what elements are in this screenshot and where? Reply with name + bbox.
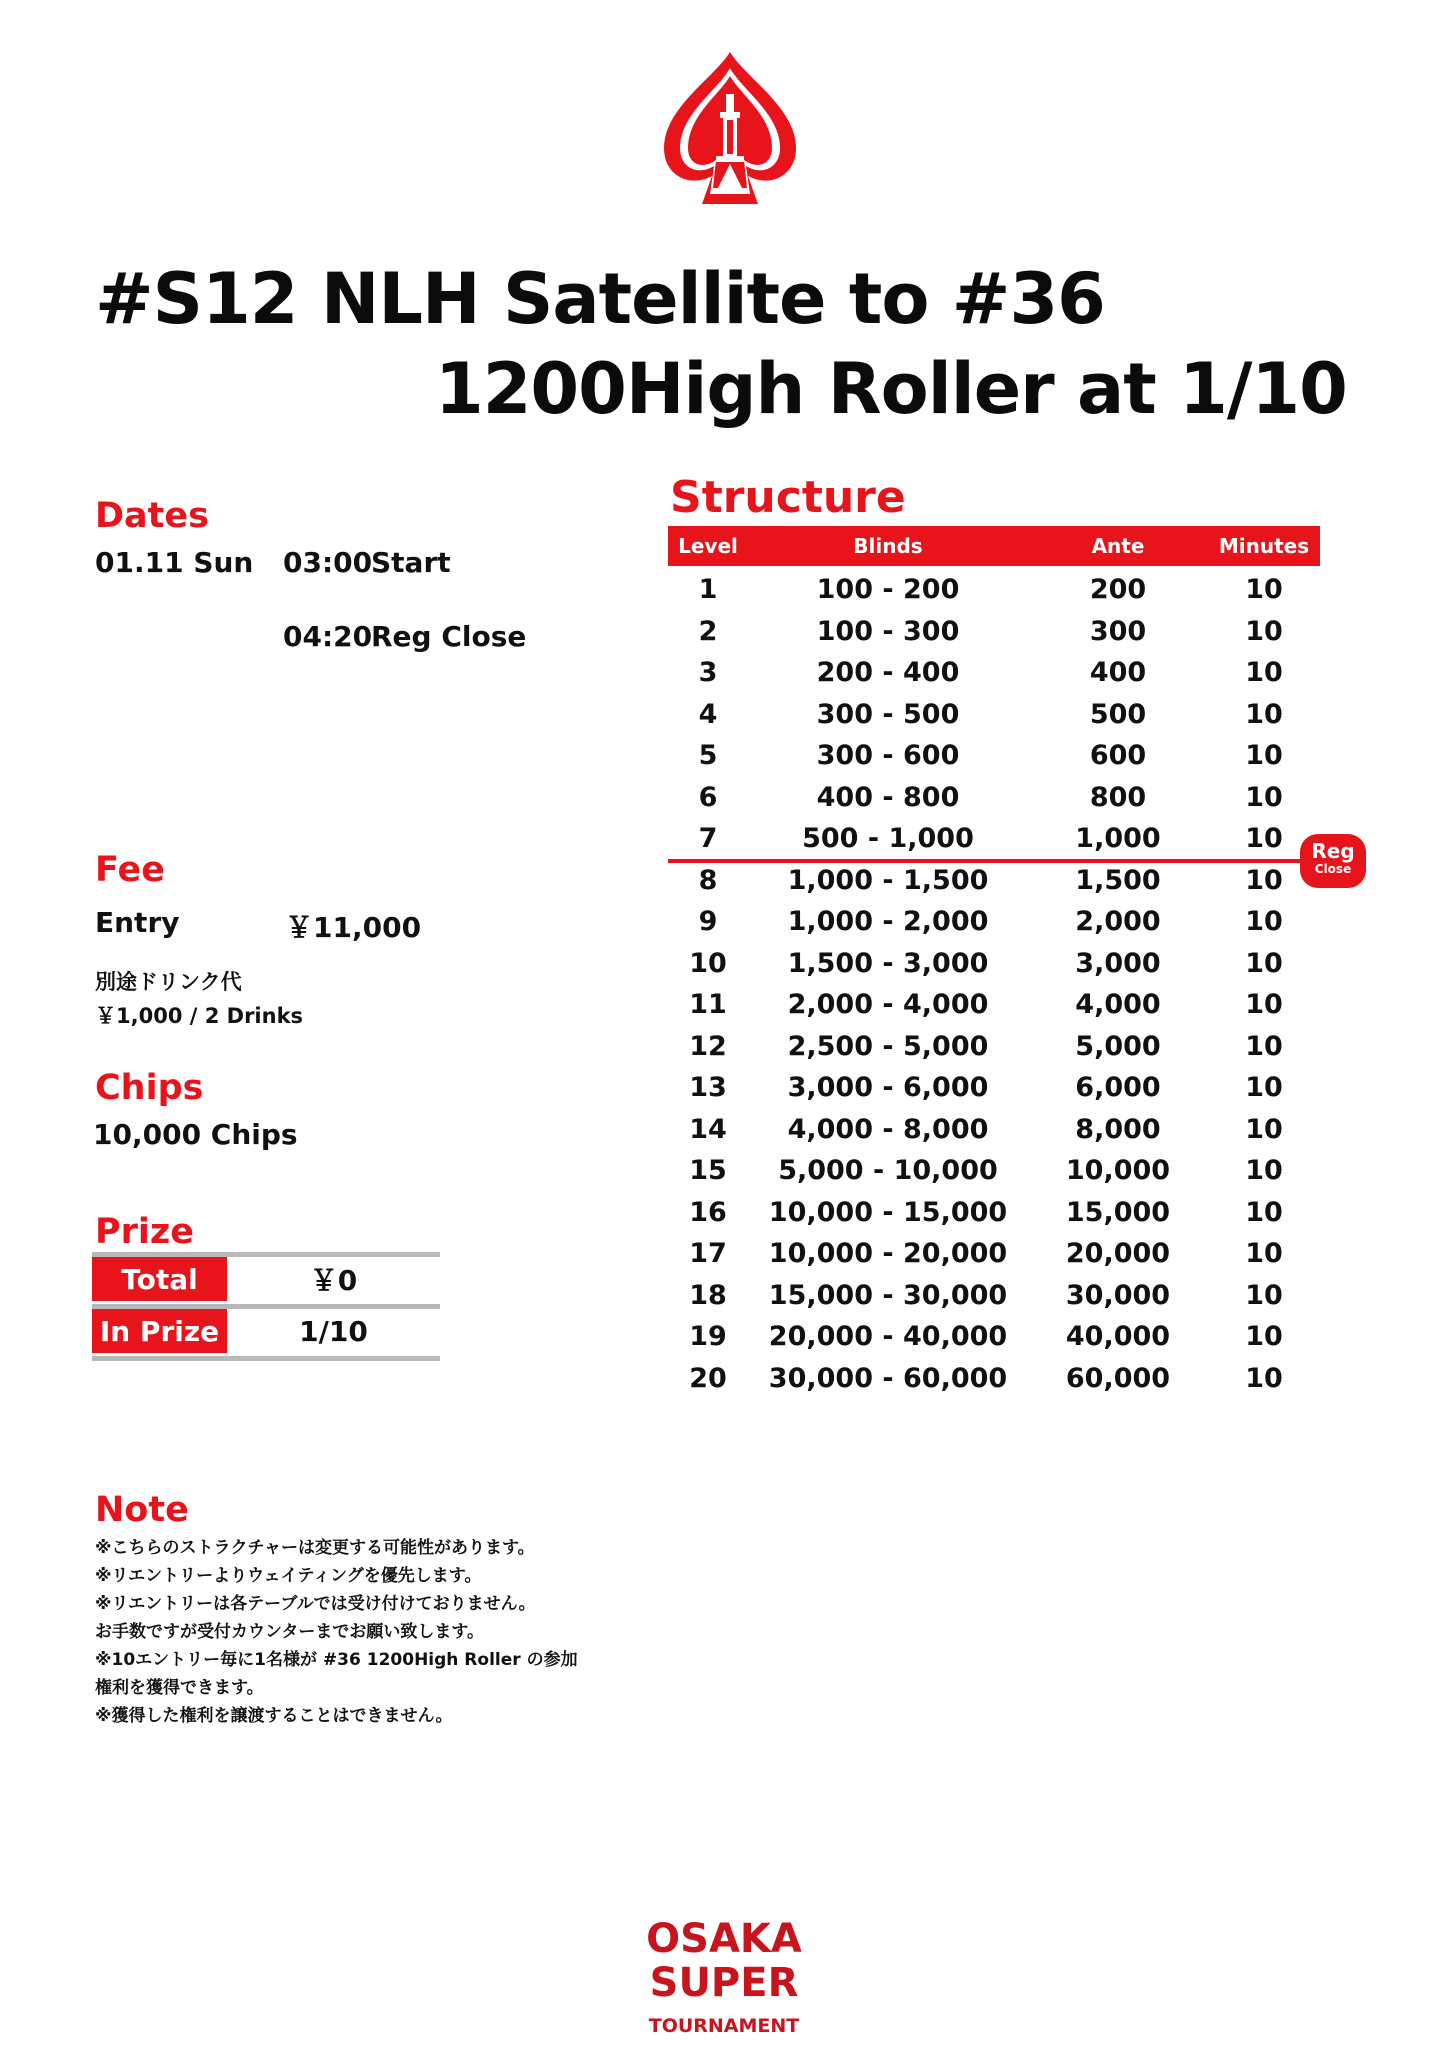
reg-close-badge-line2: Close (1314, 862, 1352, 876)
level-cell: 17 (689, 1238, 727, 1269)
structure-row (668, 902, 1320, 942)
prize-total-label: Total (92, 1257, 227, 1301)
reg-close-badge-line1: Reg (1311, 839, 1355, 863)
level-cell: 15 (689, 1155, 727, 1186)
reg-close-label: Reg Close (371, 620, 527, 653)
note-heading: Note (95, 1490, 189, 1530)
blinds-cell: 1,500 - 3,000 (787, 947, 989, 979)
structure-row (668, 695, 1320, 735)
starting-chips: 10,000 Chips (93, 1118, 298, 1151)
structure-row (668, 1110, 1320, 1150)
drink-fee-value: ￥1,000 / 2 Drinks (95, 1004, 304, 1028)
blinds-cell: 200 - 400 (816, 657, 960, 688)
prize-inprize-value: 1/10 (299, 1314, 368, 1348)
level-cell: 7 (698, 823, 718, 854)
spade-tower-icon (656, 48, 804, 208)
dates-heading: Dates (95, 496, 209, 536)
minutes-cell: 10 (1245, 1072, 1283, 1103)
blinds-cell: 10,000 - 15,000 (768, 1196, 1008, 1228)
level-cell: 6 (698, 781, 718, 813)
ante-cell: 600 (1089, 740, 1147, 771)
prize-heading: Prize (95, 1212, 195, 1252)
note-line: ※獲得した権利を譲渡することはできません。 (95, 1706, 453, 1726)
ante-cell: 1,000 (1075, 823, 1161, 854)
ante-cell: 4,000 (1075, 989, 1161, 1020)
minutes-cell: 10 (1245, 1279, 1283, 1311)
title-line-2: 1200High Roller at 1/10 (435, 348, 1347, 430)
minutes-cell: 10 (1245, 698, 1283, 730)
blinds-cell: 100 - 200 (816, 574, 960, 605)
ante-cell: 15,000 (1065, 1196, 1171, 1228)
entry-fee: ￥11,000 (285, 911, 422, 944)
ante-cell: 40,000 (1065, 1321, 1171, 1352)
ante-cell: 200 (1089, 574, 1147, 605)
note-line: 権利を獲得できます。 (95, 1678, 264, 1698)
minutes-cell: 10 (1245, 1196, 1283, 1228)
structure-row (668, 1068, 1320, 1108)
level-cell: 5 (698, 740, 718, 771)
level-cell: 19 (689, 1321, 727, 1352)
level-cell: 9 (698, 906, 718, 937)
column-header-blinds: Blinds (853, 534, 923, 558)
prize-total-value: ￥0 (309, 1264, 358, 1297)
minutes-cell: 10 (1245, 781, 1283, 813)
minutes-cell: 10 (1245, 1238, 1283, 1269)
minutes-cell: 10 (1245, 657, 1283, 688)
minutes-cell: 10 (1245, 1030, 1283, 1062)
blinds-cell: 3,000 - 6,000 (787, 1072, 989, 1103)
event-date: 01.11 Sun (95, 546, 254, 579)
blinds-cell: 1,000 - 1,500 (787, 864, 989, 896)
title-line-1: #S12 NLH Satellite to #36 (95, 258, 1105, 340)
structure-table-body (668, 570, 1320, 1400)
divider (92, 1356, 440, 1361)
blinds-cell: 4,000 - 8,000 (787, 1113, 989, 1145)
structure-row (668, 1317, 1320, 1357)
level-cell: 3 (698, 657, 718, 688)
entry-label: Entry (95, 906, 180, 939)
logo-word-1: OSAKA (646, 1916, 802, 1962)
minutes-cell: 10 (1245, 864, 1283, 896)
note-line: ※10エントリー毎に1名様が #36 1200High Roller の参加 (95, 1650, 578, 1670)
prize-inprize-row (92, 1304, 440, 1356)
structure-row (668, 944, 1320, 984)
structure-row (668, 736, 1320, 776)
structure-heading: Structure (670, 472, 906, 523)
level-cell: 13 (689, 1072, 727, 1103)
prize-total-row (92, 1252, 440, 1304)
ante-cell: 1,500 (1075, 864, 1161, 896)
structure-row (668, 1027, 1320, 1067)
level-cell: 8 (698, 864, 718, 896)
osaka-super-tournament-logo (646, 1910, 802, 2040)
blinds-cell: 30,000 - 60,000 (768, 1362, 1008, 1394)
level-cell: 12 (689, 1030, 727, 1062)
minutes-cell: 10 (1245, 823, 1283, 854)
structure-row (668, 1276, 1320, 1316)
structure-row (668, 612, 1320, 652)
note-line: お手数ですが受付カウンターまでお願い致します。 (95, 1622, 484, 1642)
minutes-cell: 10 (1245, 574, 1283, 605)
note-line: ※リエントリーは各テーブルでは受け付けておりません。 (95, 1594, 536, 1614)
start-label: Start (371, 546, 451, 579)
minutes-cell: 10 (1245, 1113, 1283, 1145)
structure-table-header (668, 526, 1320, 566)
ante-cell: 60,000 (1065, 1362, 1171, 1394)
ante-cell: 6,000 (1075, 1072, 1161, 1103)
tournament-wordmark (646, 1910, 802, 2040)
ante-cell: 2,000 (1075, 906, 1161, 937)
logo-word-2: SUPER (649, 1960, 799, 2006)
structure-row (668, 985, 1320, 1025)
structure-row (668, 861, 1320, 901)
reg-close-time: 04:20 (283, 620, 373, 653)
level-cell: 11 (689, 989, 727, 1020)
structure-row (668, 1359, 1320, 1399)
minutes-cell: 10 (1245, 947, 1283, 979)
minutes-cell: 10 (1245, 615, 1283, 647)
column-header-ante: Ante (1091, 534, 1145, 558)
blinds-cell: 400 - 800 (816, 781, 960, 813)
minutes-cell: 10 (1245, 1321, 1283, 1352)
level-cell: 20 (689, 1362, 727, 1394)
minutes-cell: 10 (1245, 906, 1283, 937)
level-cell: 10 (689, 947, 727, 979)
reg-close-badge (1300, 834, 1366, 888)
column-header-minutes: Minutes (1218, 534, 1310, 558)
blinds-cell: 2,000 - 4,000 (787, 989, 989, 1020)
minutes-cell: 10 (1245, 1362, 1283, 1394)
note-line: ※こちらのストラクチャーは変更する可能性があります。 (95, 1538, 535, 1558)
ante-cell: 20,000 (1065, 1238, 1171, 1269)
level-cell: 18 (689, 1279, 727, 1311)
ante-cell: 5,000 (1075, 1030, 1161, 1062)
structure-row (668, 653, 1320, 693)
spade-logo (656, 48, 804, 208)
level-cell: 2 (698, 615, 718, 647)
structure-row (668, 1234, 1320, 1274)
blinds-cell: 2,500 - 5,000 (787, 1030, 989, 1062)
structure-row (668, 570, 1320, 610)
blinds-cell: 10,000 - 20,000 (768, 1238, 1008, 1269)
level-cell: 14 (689, 1113, 727, 1145)
minutes-cell: 10 (1245, 989, 1283, 1020)
prize-inprize-label: In Prize (92, 1309, 227, 1353)
minutes-cell: 10 (1245, 1155, 1283, 1186)
level-cell: 16 (689, 1196, 727, 1228)
minutes-cell: 10 (1245, 740, 1283, 771)
drink-fee-note: 別途ドリンク代 (95, 970, 242, 994)
ante-cell: 800 (1089, 781, 1147, 813)
ante-cell: 8,000 (1075, 1113, 1161, 1145)
structure-row (668, 1151, 1320, 1191)
fee-heading: Fee (95, 850, 165, 890)
level-cell: 4 (698, 698, 718, 730)
ante-cell: 500 (1089, 698, 1147, 730)
structure-row (668, 778, 1320, 818)
logo-word-3: TOURNAMENT (648, 2015, 800, 2037)
reg-close-divider (668, 859, 1320, 863)
note-list (95, 1534, 578, 1730)
blinds-cell: 300 - 600 (816, 740, 960, 771)
structure-row (668, 1193, 1320, 1233)
structure-row (668, 819, 1320, 859)
blinds-cell: 500 - 1,000 (802, 823, 974, 854)
ante-cell: 300 (1089, 615, 1147, 647)
chips-heading: Chips (95, 1068, 204, 1108)
blinds-cell: 15,000 - 30,000 (768, 1279, 1008, 1311)
level-cell: 1 (698, 574, 718, 605)
ante-cell: 3,000 (1075, 947, 1161, 979)
note-line: ※リエントリーよりウェイティングを優先します。 (95, 1566, 482, 1586)
ante-cell: 30,000 (1065, 1279, 1171, 1311)
blinds-cell: 1,000 - 2,000 (787, 906, 989, 937)
blinds-cell: 20,000 - 40,000 (768, 1321, 1008, 1352)
blinds-cell: 100 - 300 (816, 615, 960, 647)
blinds-cell: 300 - 500 (816, 698, 960, 730)
ante-cell: 400 (1089, 657, 1147, 688)
ante-cell: 10,000 (1065, 1155, 1171, 1186)
blinds-cell: 5,000 - 10,000 (778, 1155, 998, 1186)
column-header-level: Level (678, 534, 738, 558)
start-time: 03:00 (283, 546, 373, 579)
